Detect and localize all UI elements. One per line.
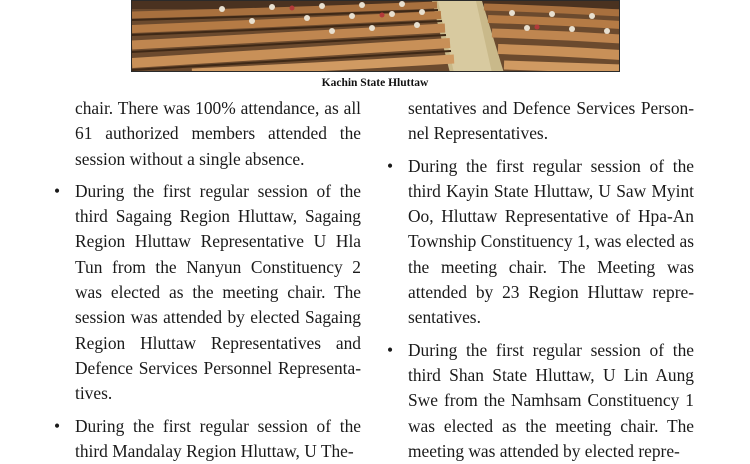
right-column — [387, 96, 694, 464]
hluttaw-chamber-photo — [131, 0, 620, 72]
right-continuation-paragraph: sentatives and Defence Services Person-nel Representatives. — [408, 98, 694, 144]
list-item — [387, 338, 694, 464]
left-column — [54, 96, 361, 464]
figure-caption: Kachin State Hluttaw — [321, 77, 429, 89]
list-item-text: During the first regular session of the third Kayin State Hluttaw, U Saw Myint Oo, Hluttaw Representative of Hpa-An Township Constituency 1, was elected as the meeting chair. The Meeting was attended by 23 Region Hluttaw repre-sentatives. — [408, 155, 694, 328]
list-item — [54, 179, 361, 407]
bullet-icon: • — [54, 415, 61, 436]
list-item-text: During the first regular session of the third Sagaing Region Hluttaw, Sagaing Region Hluttaw Representative U Hla Tun from the Nanyun Constituency 2 was elected as the meeting chair. The session was attended by elected Sagaing Region Hluttaw Representatives and Defence Services Personnel Representa-tives. — [75, 180, 361, 404]
list-item-text: During the first regular session of the third Shan State Hluttaw, U Lin Aung Swe from the Namhsam Constituency 1 was elected as the meeting chair. The meeting was attended by elected repre- — [408, 339, 694, 461]
bullet-icon: • — [387, 155, 394, 176]
list-item — [387, 154, 694, 331]
chamber-illustration — [132, 1, 620, 72]
left-continuation-paragraph: chair. There was 100% attendance, as all 61 authorized members attended the session without a single absence. — [75, 98, 361, 169]
list-item-text: During the first regular session of the third Mandalay Region Hluttaw, U The- — [75, 415, 361, 461]
list-item — [54, 414, 361, 464]
bullet-icon: • — [387, 339, 394, 360]
bullet-icon: • — [54, 180, 61, 201]
